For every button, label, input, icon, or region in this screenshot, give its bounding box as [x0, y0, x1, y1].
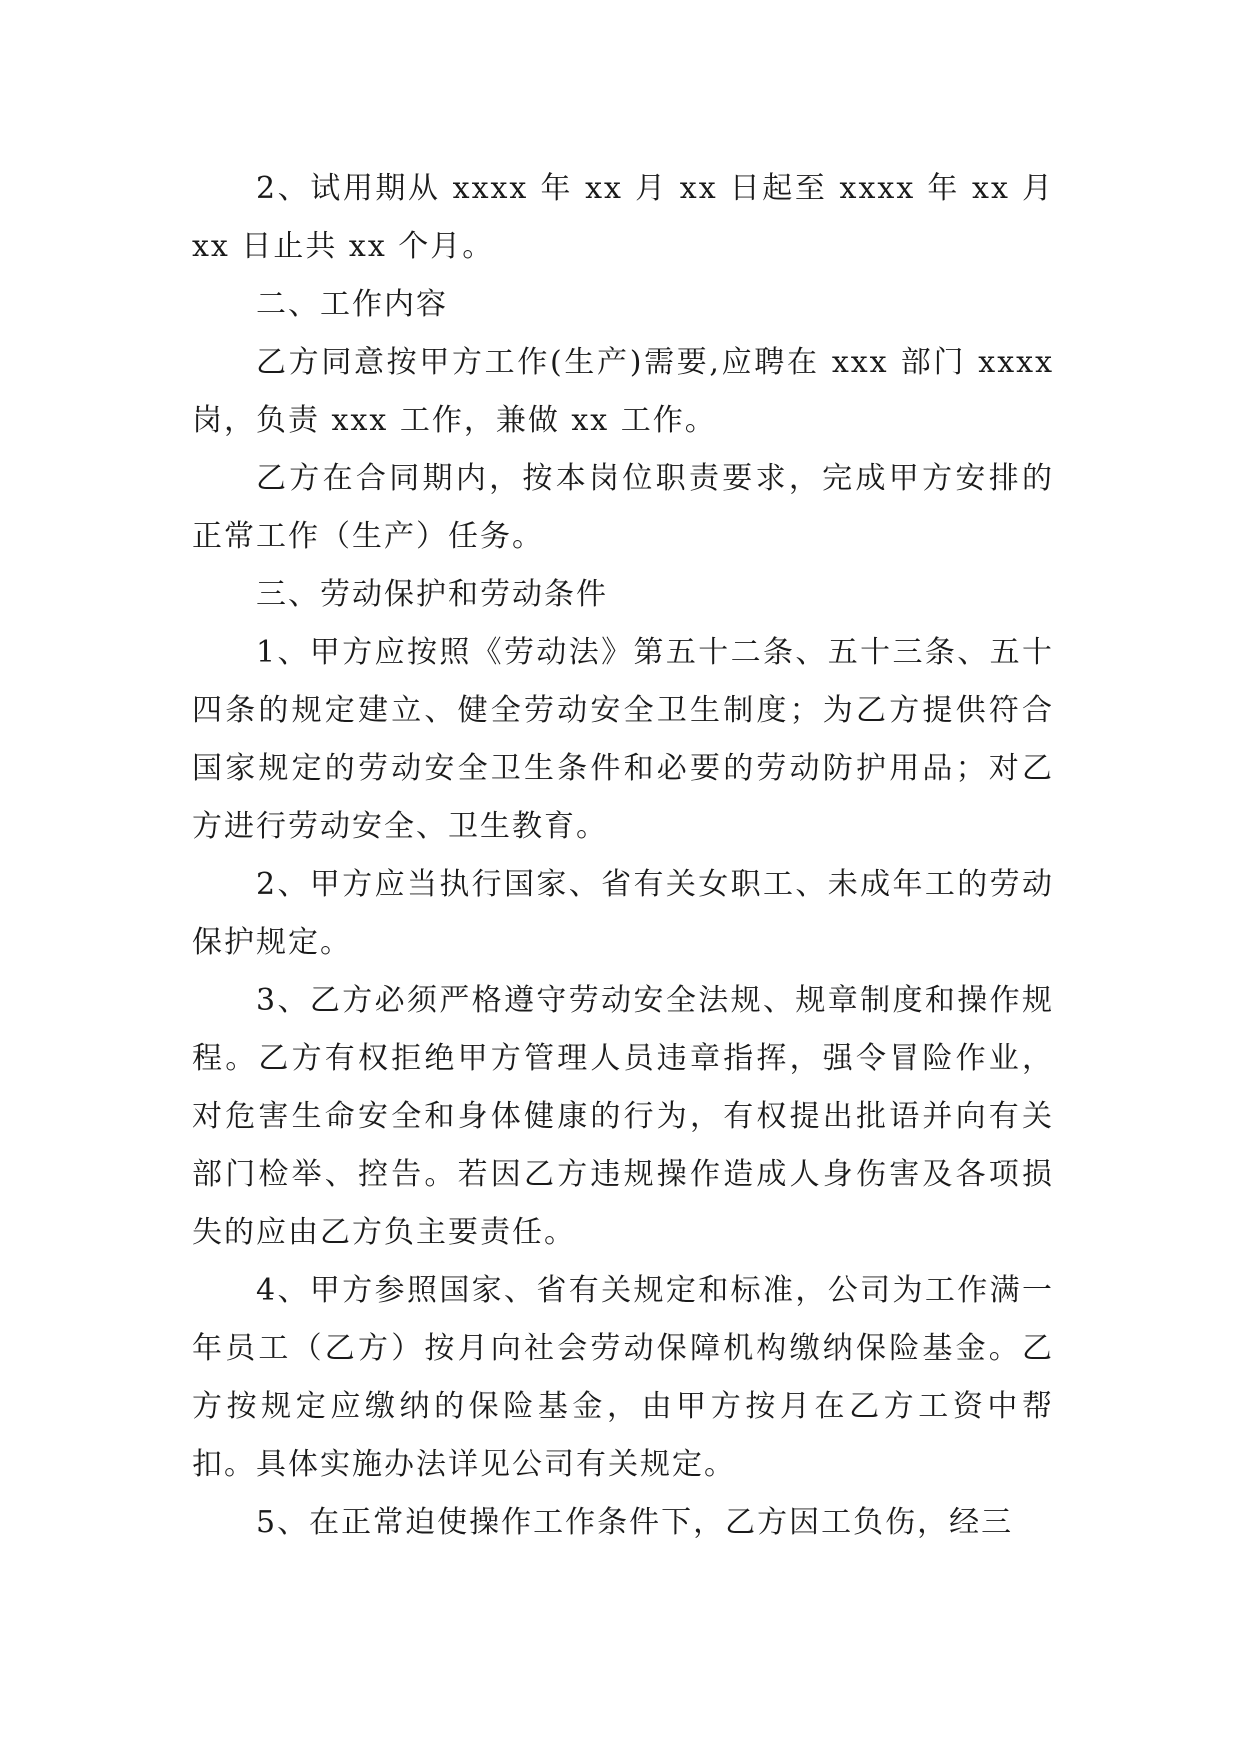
section-heading-labor-protection: 三、劳动保护和劳动条件: [256, 577, 608, 612]
paragraph-duties: 乙方在合同期内，按本岗位职责要求，完成甲方安排的正常工作（生产）任务。: [192, 461, 1054, 554]
paragraph-safety-system: 1、甲方应按照《劳动法》第五十二条、五十三条、五十四条的规定建立、健全劳动安全卫生制度；为乙方提供符合国家规定的劳动安全卫生条件和必要的劳动防护用品；对乙方进行劳动安全、卫生教育。: [192, 635, 1054, 844]
paragraph-safety-compliance: 3、乙方必须严格遵守劳动安全法规、规章制度和操作规程。乙方有权拒绝甲方管理人员违章指挥，强令冒险作业，对危害生命安全和身体健康的行为，有权提出批语并向有关部门检举、控告。若因乙方违规操作造成人身伤害及各项损失的应由乙方负主要责任。: [192, 983, 1054, 1250]
paragraph-insurance-fund: 4、甲方参照国家、省有关规定和标准，公司为工作满一年员工（乙方）按月向社会劳动保障机构缴纳保险基金。乙方按规定应缴纳的保险基金，由甲方按月在乙方工资中帮扣。具体实施办法详见公司有关规定。: [192, 1273, 1054, 1482]
paragraph-position: 乙方同意按甲方工作(生产)需要,应聘在 xxx 部门 xxxx 岗，负责 xxx 工作，兼做 xx 工作。: [192, 345, 1054, 438]
document-body: [192, 160, 1054, 1552]
paragraph-female-minor-protection: 2、甲方应当执行国家、省有关女职工、未成年工的劳动保护规定。: [192, 867, 1054, 960]
paragraph-work-injury: 5、在正常迫使操作工作条件下，乙方因工负伤，经三: [256, 1505, 1014, 1540]
section-heading-work-content: 二、工作内容: [256, 287, 448, 322]
paragraph-probation-period: 2、试用期从 xxxx 年 xx 月 xx 日起至 xxxx 年 xx 月 xx 日止共 xx 个月。: [192, 171, 1054, 264]
